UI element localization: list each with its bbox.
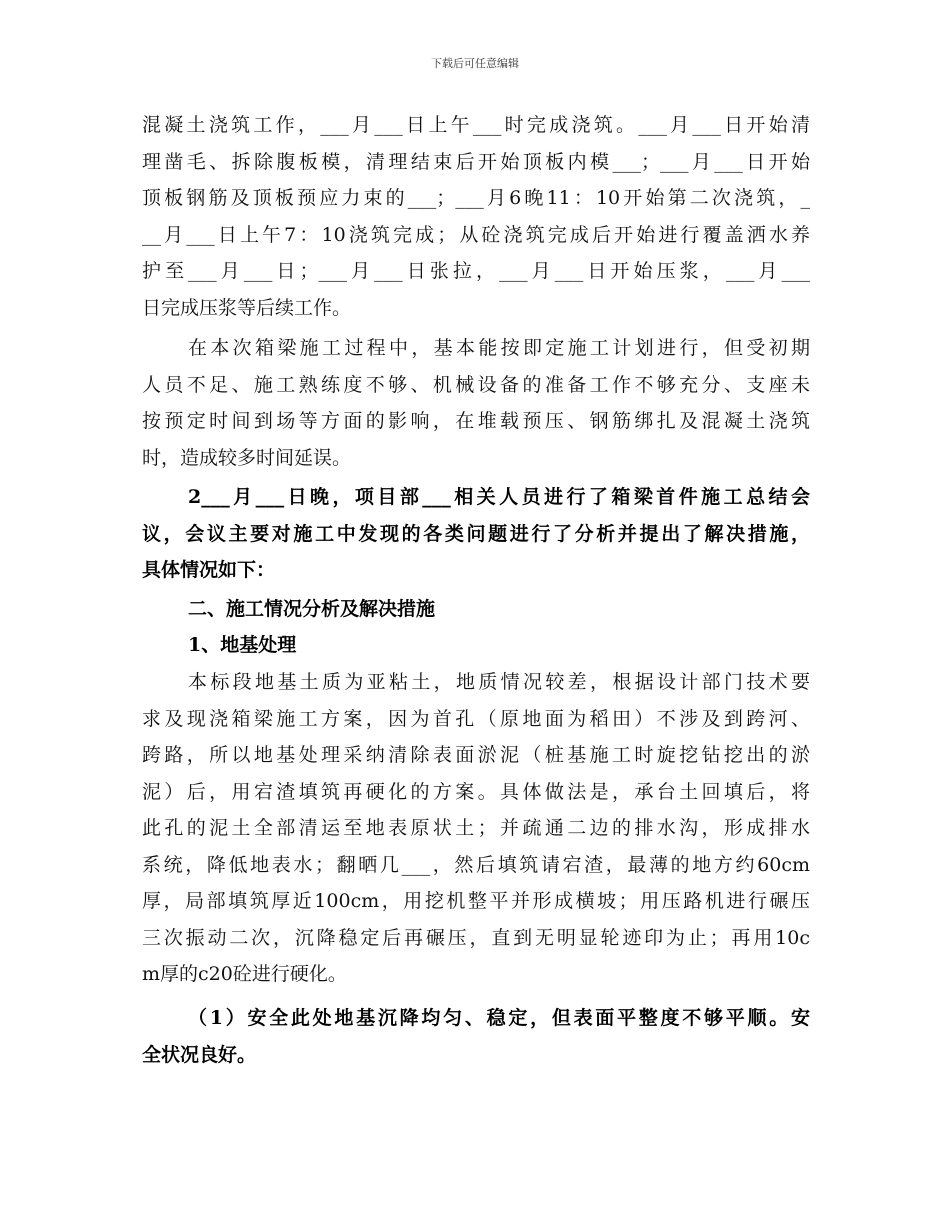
text-line: 求及现浇箱梁施工方案，因为首孔（原地面为稻田）不涉及到跨河、 xyxy=(142,707,810,730)
paragraph-safety xyxy=(142,1000,810,1073)
text-line: 在本次箱梁施工过程中，基本能按即定施工计划进行，但受初期 xyxy=(188,337,810,359)
text-line: 三次振动二次，沉降稳定后再碾压，直到无明显轮迹印为止；再用10c xyxy=(142,926,810,949)
text-line: 顶板钢筋及顶板预应力束的___；___月6晚11：10开始第二次浇筑，_ xyxy=(142,187,810,209)
paragraph-2 xyxy=(142,330,810,476)
paragraph-3-meeting xyxy=(142,479,810,589)
text-line: 护至___月___日；___月___日张拉，___月___日开始压浆，___月___ xyxy=(142,260,810,282)
text-line: 具体情况如下： xyxy=(142,559,276,581)
text-line: （1）安全此处地基沉降均匀、稳定，但表面平整度不够平顺。安 xyxy=(188,1007,810,1029)
sub-heading xyxy=(142,627,810,664)
text-line: 人员不足、施工熟练度不够、机械设备的准备工作不够充分、支座未 xyxy=(142,373,810,396)
paragraph-1 xyxy=(142,107,810,326)
text-line: 系统，降低地表水；翻晒几___，然后填筑请宕渣，最薄的地方约60cm xyxy=(142,853,810,876)
page-header: 下载后可任意编辑 xyxy=(431,57,519,70)
heading-text: 二、施工情况分析及解决措施 xyxy=(188,598,436,620)
section-heading xyxy=(142,591,810,628)
text-line: 泥）后，用宕渣填筑再硬化的方案。具体做法是，承台土回填后，将 xyxy=(142,780,810,803)
text-line: 理凿毛、拆除腹板模，清理结束后开始顶板内模___；___月___日开始 xyxy=(142,150,810,173)
text-line: 跨路，所以地基处理采纳清除表面淤泥（桩基施工时旋挖钻挖出的淤 xyxy=(142,744,810,766)
text-line: 议，会议主要对施工中发现的各类问题进行了分析并提出了解决措施， xyxy=(142,522,810,545)
text-line: 2___月___日晚，项目部___相关人员进行了箱梁首件施工总结会 xyxy=(188,486,810,508)
paragraph-foundation xyxy=(142,664,810,993)
text-line: 混凝土浇筑工作，___月___日上午___时完成浇筑。___月___日开始清 xyxy=(142,114,810,136)
heading-text: 1、地基处理 xyxy=(188,634,297,656)
text-line: 日完成压浆等后续工作。 xyxy=(142,296,352,319)
text-line: 全状况良好。 xyxy=(142,1043,257,1066)
text-line: 按预定时间到场等方面的影响，在堆载预压、钢筋绑扎及混凝土浇筑 xyxy=(142,410,810,432)
text-line: m厚的c20砼进行硬化。 xyxy=(142,963,347,985)
text-line: __月___日上午7：10浇筑完成；从砼浇筑完成后开始进行覆盖洒水养 xyxy=(142,223,810,246)
text-line: 厚，局部填筑厚近100cm，用挖机整平并形成横坡；用压路机进行碾压 xyxy=(142,890,810,912)
text-line: 本标段地基土质为亚粘土，地质情况较差，根据设计部门技术要 xyxy=(188,671,810,693)
text-line: 此孔的泥土全部清运至地表原状土；并疏通二边的排水沟，形成排水 xyxy=(142,817,810,839)
text-line: 时，造成较多时间延误。 xyxy=(142,446,352,469)
